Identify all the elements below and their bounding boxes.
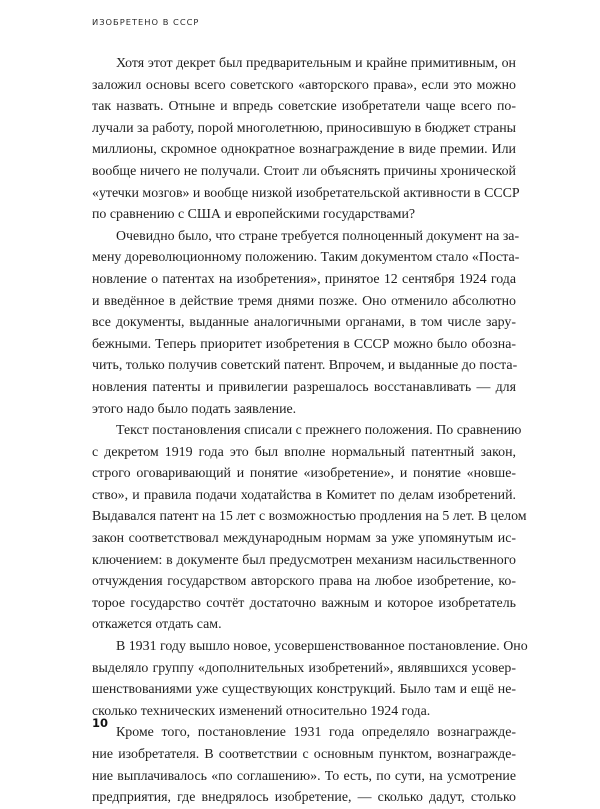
text-line: вообще ничего не получали. Стоит ли объяснять причины хронической [92, 163, 516, 179]
page-number: 10 [92, 716, 109, 730]
text-line: бежными. Теперь приоритет изобретения в СССР можно было обозна- [92, 336, 516, 352]
paragraph [92, 722, 516, 808]
text-line: мену дореволюционному положению. Таким документом стало «Поста- [92, 250, 520, 266]
text-line: закон соответствовал международным нормам за уже упомянутым ис- [92, 531, 516, 547]
text-line: сколько технических изменений относительно 1924 года. [92, 703, 431, 719]
paragraph [92, 420, 527, 636]
text-line: этого надо было подать заявление. [92, 401, 297, 417]
text-line: предприятия, где внедрялось изобретение, — сколько дадут, столько [92, 790, 516, 806]
text-line: по сравнению с США и европейскими государствами? [92, 207, 416, 223]
text-line: строго оговаривающий и понятие «изобретение», и понятие «новше- [92, 466, 516, 482]
text-line: Очевидно было, что стране требуется полноценный документ на за- [116, 228, 520, 244]
text-line: отчуждения государством авторского права на любое изобретение, ко- [92, 574, 516, 590]
text-line: Хотя этот декрет был предварительным и крайне примитивным, он [116, 56, 516, 71]
paragraph [92, 636, 528, 722]
text-line: миллионы, скромное однократное вознаграждение в виде премии. Или [92, 142, 516, 158]
text-line: заложил основы всего советского «авторского права», если это можно [92, 77, 516, 93]
text-line: чить, только получив советский патент. Впрочем, и выданные до поста- [92, 358, 518, 374]
text-line: и введённое в действие тремя днями позже. Оно отменило абсолютно [92, 293, 516, 309]
text-line: ние изобретателя. В соответствии с основным пунктом, вознагражде- [92, 747, 516, 762]
text-line: ние выплачивалось «по соглашению». То есть, по сути, на усмотрение [92, 768, 516, 784]
text-line: ключением: в документе был предусмотрен механизм насильственного [92, 552, 516, 568]
text-line: все документы, выданные аналогичными органами, в том числе зару- [92, 315, 516, 331]
text-line: В 1931 году вышло новое, усовершенствованное постановление. Оно [116, 639, 528, 655]
text-line: торое государство сочтёт достаточно важным и которое изобретатель [92, 595, 516, 611]
paragraph [92, 226, 520, 420]
text-line: Текст постановления списали с прежнего положения. По сравнению [116, 423, 522, 439]
text-line: откажется отдать сам. [92, 617, 222, 633]
text-line: шенствованиями уже существующих конструкций. Было там и ещё не- [92, 682, 516, 698]
text-line: с декретом 1919 года это был вполне нормальный патентный закон, [92, 444, 516, 460]
text-line: так назвать. Отныне и впредь советские изобретатели чаще всего по- [92, 99, 516, 115]
paragraph [92, 53, 520, 226]
text-line: Выдавался патент на 15 лет с возможностью продления на 5 лет. В целом [92, 509, 527, 525]
text-line: новление о патентах на изобретения», принятое 12 сентября 1924 года [92, 271, 516, 287]
text-line: новления патенты и привилегии разрешалось восстанавливать — для [92, 379, 516, 395]
text-line: лучали за работу, порой многолетнюю, приносившую в бюджет страны [92, 120, 516, 136]
text-body [92, 53, 528, 809]
text-line: выделяло группу «дополнительных изобретений», являвшихся усовер- [92, 660, 516, 676]
text-line: Кроме того, постановление 1931 года определяло вознагражде- [116, 725, 516, 741]
text-line: «утечки мозгов» и вообще низкой изобретательской активности в СССР [92, 185, 520, 201]
running-head: ИЗОБРЕТЕНО В СССР [92, 17, 200, 27]
text-line: ство», и правила подачи ходатайства в Комитет по делам изобретений. [92, 487, 516, 503]
